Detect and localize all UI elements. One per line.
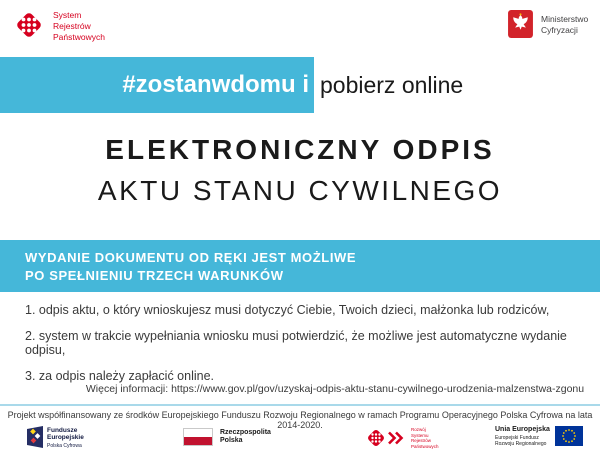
info-bar-line-1: WYDANIE DOKUMENTU OD RĘKI JEST MOŻLIWE	[25, 250, 357, 265]
eu-funds-flag-icon	[27, 426, 43, 449]
more-info-line	[70, 383, 600, 395]
polish-eagle-icon	[508, 10, 533, 38]
more-info-url-link[interactable]: https://www.gov.pl/gov/uzyskaj-odpis-aktu-stanu-cywilnego-urodzenia-malzenstwa-zgonu	[171, 383, 585, 395]
hashtag-banner	[0, 57, 600, 113]
conditions-header-bar	[0, 240, 600, 292]
footer-logos	[0, 426, 600, 452]
poland-flag-icon	[183, 428, 213, 446]
page-title	[0, 133, 600, 208]
footer-divider	[0, 404, 600, 406]
condition-item: 1. odpis aktu, o który wnioskujesz musi dotyczyć Ciebie, Twoich dzieci, małżonka lub rodziców,	[25, 303, 550, 317]
srp-diamond-icon	[12, 7, 46, 43]
rp-label: Rzeczpospolita Polska	[220, 429, 271, 444]
srp-footer-label: Rozwój Systemu Rejestrów Państwowych	[411, 427, 439, 449]
logo-unia-europejska	[495, 426, 583, 447]
srp-brand	[12, 7, 105, 43]
condition-item: 3. za odpis należy zapłacić online.	[25, 369, 215, 383]
fe-label: Fundusze Europejskie Polska Cyfrowa	[47, 427, 84, 449]
title-line-1: ELEKTRONICZNY ODPIS	[105, 134, 495, 165]
info-bar-line-2: PO SPEŁNIENIU TRZECH WARUNKÓW	[25, 268, 284, 283]
ministry-brand	[508, 10, 588, 38]
hashtag-text: #zostanwdomu i	[0, 57, 314, 113]
title-line-2: AKTU STANU CYWILNEGO	[97, 175, 503, 206]
logo-fundusze-europejskie	[27, 426, 84, 449]
condition-item: 2. system w trakcie wypełniania wniosku musi potwierdzić, że możliwe jest automatyczne wydanie odpisu,	[25, 329, 567, 357]
eu-flag-icon	[555, 426, 583, 446]
logo-rzeczpospolita-polska	[183, 428, 271, 446]
funding-disclaimer: Projekt współfinansowany ze środków Europejskiego Funduszu Rozwoju Regionalnego w ramach Programu Operacyjnego Polska Cyfrowa na lata 2014-2020.	[7, 410, 593, 430]
logo-rozwoj-srp	[365, 427, 439, 450]
banner-suffix-text: pobierz online	[320, 72, 464, 98]
ue-label: Unia Europejska Europejski Fundusz Rozwoju Regionalnego	[495, 426, 550, 447]
more-info-label: Więcej informacji:	[85, 383, 169, 395]
srp-brand-label: System Rejestrów Państwowych	[53, 10, 105, 42]
conditions-list	[25, 303, 592, 395]
ministry-label: Ministerstwo Cyfryzacji	[541, 14, 589, 35]
srp-diamond-chevrons-icon	[365, 427, 407, 450]
